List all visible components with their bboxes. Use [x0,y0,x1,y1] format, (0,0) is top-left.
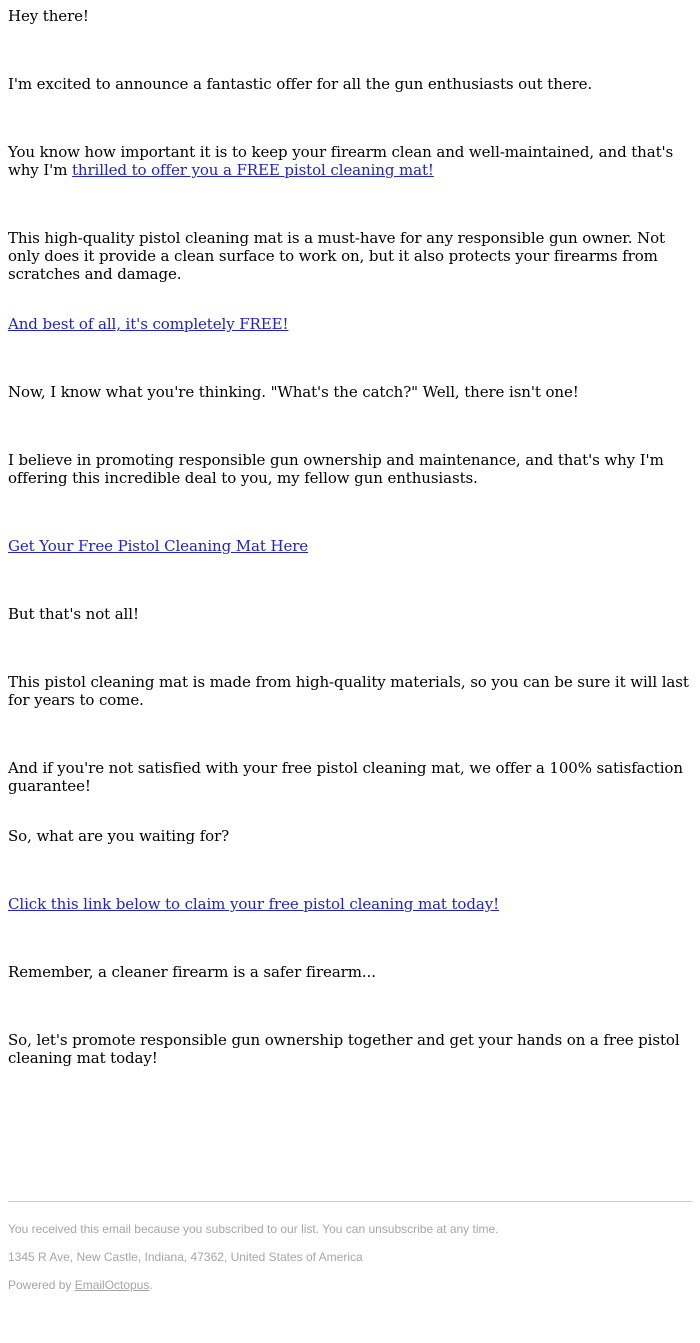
claim-paragraph [8,895,692,913]
sender-address: 1345 R Ave, New Castle, Indiana, 47362, United States of America [8,1250,363,1264]
get-mat-link[interactable]: Get Your Free Pistol Cleaning Mat Here [8,537,309,555]
footer-divider [8,1201,692,1202]
importance-text: You know how important it is to keep your firearm clean and well-maintained, and that's why I'm [8,143,674,179]
intro-paragraph: I'm excited to announce a fantastic offer for all the gun enthusiasts out there. [8,75,593,93]
importance-paragraph [8,143,692,179]
description-paragraph: This high-quality pistol cleaning mat is a must-have for any responsible gun owner. Not only does it provide a clean surface to work on, but it also protects your firearms from scratches and damage. [8,229,665,283]
powered-by-suffix: . [149,1278,153,1292]
closing-paragraph: So, let's promote responsible gun ownership together and get your hands on a free pistol cleaning mat today! [8,1031,680,1067]
greeting: Hey there! [8,7,89,25]
claim-link[interactable]: Click this link below to claim your free pistol cleaning mat today! [8,895,500,913]
subscription-note: You received this email because you subscribed to our list. You can unsubscribe at any time. [8,1222,499,1236]
belief-paragraph: I believe in promoting responsible gun ownership and maintenance, and that's why I'm offering this incredible deal to you, my fellow gun enthusiasts. [8,451,664,487]
cta-paragraph [8,537,692,555]
catch-paragraph: Now, I know what you're thinking. "What's the catch?" Well, there isn't one! [8,383,579,401]
materials-paragraph: This pistol cleaning mat is made from high-quality materials, so you can be sure it will last for years to come. [8,673,689,709]
free-link[interactable]: And best of all, it's completely FREE! [8,315,289,333]
powered-by [8,1277,692,1293]
emailoctopus-link[interactable]: EmailOctopus [74,1278,150,1292]
offer-link[interactable]: thrilled to offer you a FREE pistol cleaning mat! [71,161,434,179]
not-all-paragraph: But that's not all! [8,605,139,623]
guarantee-paragraph: And if you're not satisfied with your free pistol cleaning mat, we offer a 100% satisfaction guarantee! [8,759,683,795]
waiting-paragraph: So, what are you waiting for? [8,827,230,845]
free-paragraph [8,315,692,333]
safer-paragraph: Remember, a cleaner firearm is a safer firearm... [8,963,376,981]
powered-by-prefix: Powered by [8,1278,75,1292]
